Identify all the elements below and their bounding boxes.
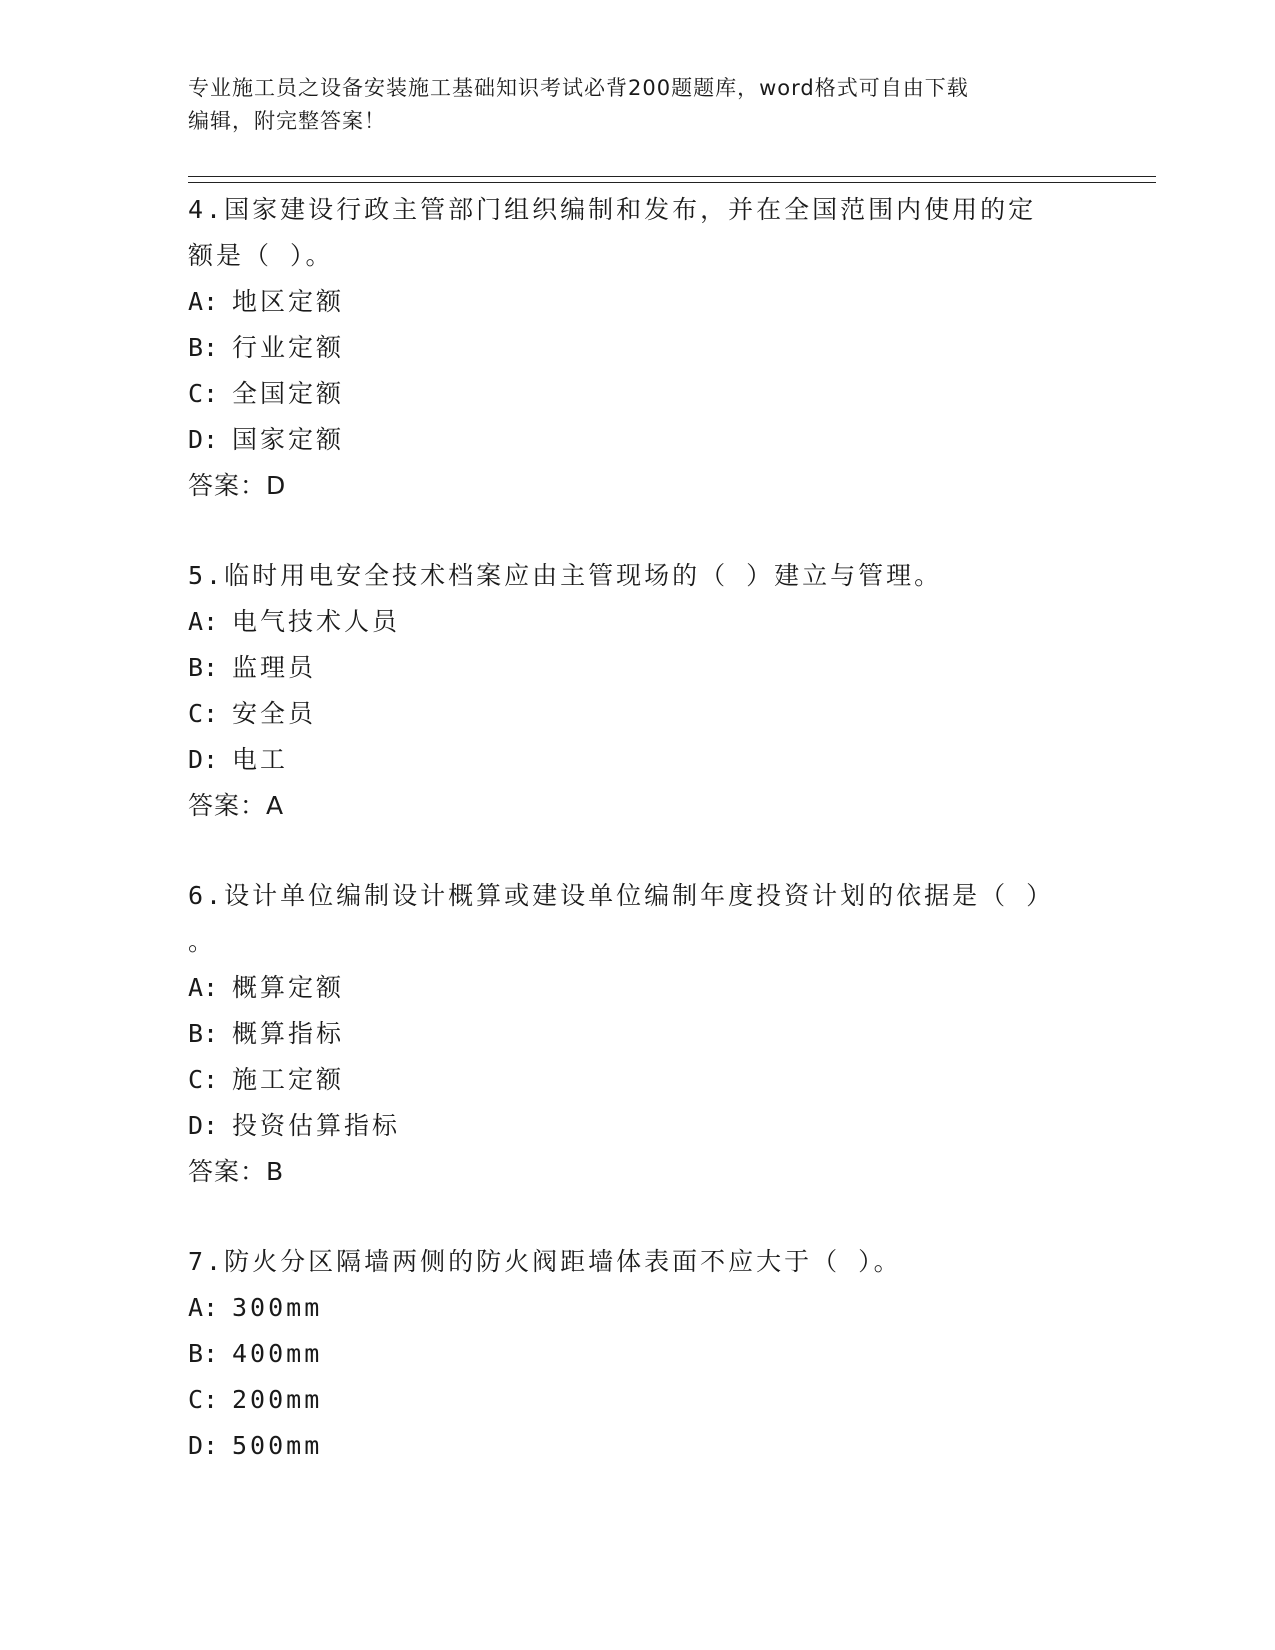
option-letter: D: [188,1111,219,1140]
question-text-line: 7.防火分区隔墙两侧的防火阀距墙体表面不应大于（ ）。 [188,1247,902,1276]
option-text: 国家定额 [232,425,345,454]
answer-line: 答案：A [188,791,285,820]
option-a [188,599,1088,645]
option-b [188,645,1088,691]
question-5 [188,553,1088,829]
option-letter: B: [188,1019,219,1048]
option-b [188,1011,1088,1057]
option-c [188,371,1088,417]
question-6 [188,873,1088,1195]
option-letter: A: [188,607,219,636]
answer-line: 答案：B [188,1157,285,1186]
option-text: 概算定额 [232,973,345,1002]
header-title-line-1: 专业施工员之设备安装施工基础知识考试必背200题题库，word格式可自由下载 [188,76,969,100]
option-text: 监理员 [232,653,317,682]
option-letter: D: [188,745,219,774]
option-letter: D: [188,1431,219,1460]
option-text: 安全员 [232,699,317,728]
option-text: 概算指标 [232,1019,345,1048]
option-letter: B: [188,653,219,682]
option-letter: D: [188,425,219,454]
option-d [188,737,1088,783]
option-b [188,1331,1088,1377]
question-text-line: 6.设计单位编制设计概算或建设单位编制年度投资计划的依据是（ ） [188,881,1055,910]
question-7 [188,1239,1088,1469]
option-a [188,1285,1088,1331]
option-letter: C: [188,379,219,408]
document-header [188,72,1088,138]
option-text: 行业定额 [232,333,345,362]
option-text: 300mm [232,1293,323,1322]
question-text-line: 。 [188,927,217,956]
option-text: 电工 [232,745,289,774]
option-a [188,965,1088,1011]
question-4 [188,187,1088,509]
option-text: 电气技术人员 [232,607,401,636]
option-text: 施工定额 [232,1065,345,1094]
header-divider-bottom [188,182,1156,183]
option-c [188,1377,1088,1423]
option-text: 500mm [232,1431,323,1460]
question-text-line: 4.国家建设行政主管部门组织编制和发布，并在全国范围内使用的定 [188,195,1037,224]
option-text: 投资估算指标 [232,1111,401,1140]
option-c [188,691,1088,737]
option-text: 全国定额 [232,379,345,408]
header-divider-top [188,176,1156,177]
option-d [188,1103,1088,1149]
option-letter: A: [188,287,219,316]
option-text: 400mm [232,1339,323,1368]
option-letter: A: [188,1293,219,1322]
option-text: 200mm [232,1385,323,1414]
option-a [188,279,1088,325]
question-list [188,187,1088,1513]
question-text-line: 额是（ ）。 [188,241,334,270]
option-letter: A: [188,973,219,1002]
answer-line: 答案：D [188,471,287,500]
option-letter: B: [188,333,219,362]
option-text: 地区定额 [232,287,345,316]
option-d [188,1423,1088,1469]
option-letter: C: [188,1065,219,1094]
option-b [188,325,1088,371]
question-text-line: 5.临时用电安全技术档案应由主管现场的（ ）建立与管理。 [188,561,943,590]
header-title-line-2: 编辑，附完整答案！ [188,109,386,133]
option-letter: C: [188,1385,219,1414]
option-letter: B: [188,1339,219,1368]
option-d [188,417,1088,463]
option-c [188,1057,1088,1103]
option-letter: C: [188,699,219,728]
